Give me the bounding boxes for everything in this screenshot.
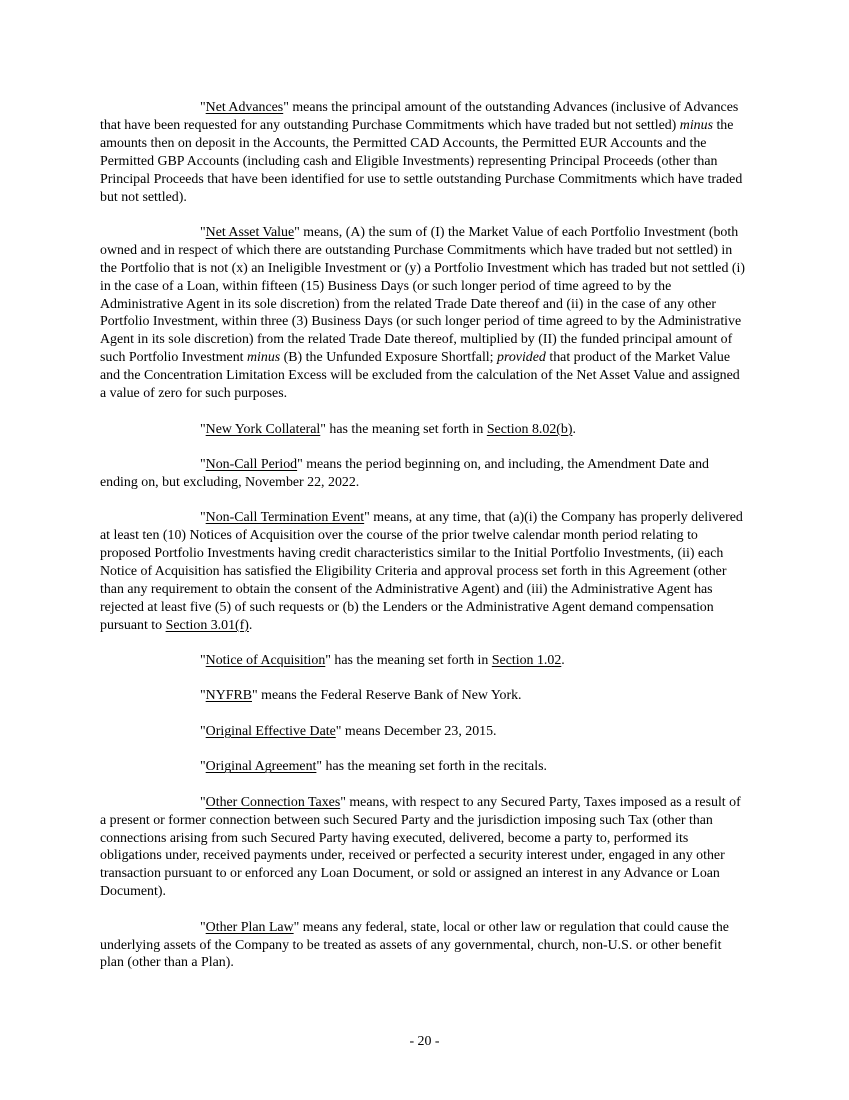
text-segment: " xyxy=(200,759,206,775)
text-segment: " has the meaning set forth in the recitals. xyxy=(316,759,547,775)
text-segment: " means the period beginning on, and including, the Amendment Date and ending on, but excluding, November 22, 2022. xyxy=(100,456,709,490)
text-segment: " xyxy=(200,510,206,526)
defined-term: Net Asset Value xyxy=(205,224,295,240)
defined-term: Original Effective Date xyxy=(205,723,336,739)
section-reference: Section 1.02 xyxy=(491,653,562,669)
text-segment: " xyxy=(200,456,206,472)
text-segment: " means the principal amount of the outstanding Advances (inclusive of Advances that have been requested for any outstanding Purchase Commitments which have traded but not settled) xyxy=(100,100,739,133)
defined-term: Non-Call Termination Event xyxy=(205,510,365,526)
definition-paragraph xyxy=(100,723,747,741)
text-segment: " xyxy=(200,919,206,935)
text-segment: " means, at any time, that (a)(i) the Company has properly delivered at least ten (10) Notices of Acquisition over the course of the prior twelve calendar month period relating to proposed Portfolio Investments having credit characteristics similar to the Initial Portfolio Investments, (ii) each Notice of Acquisition has satisfied the Eligibility Criteria and approval process set forth in this Agreement (other than any requirement to obtain the consent of the Administrative Agent) and (iii) the Administrative Agent has rejected at least five (5) of such requests or (b) the Lenders or the Administrative Agent demand compensation pursuant to xyxy=(100,510,743,633)
text-segment: " means the Federal Reserve Bank of New York. xyxy=(252,688,522,704)
defined-term: Other Connection Taxes xyxy=(205,794,341,810)
defined-term: Original Agreement xyxy=(205,759,317,775)
defined-term: Net Advances xyxy=(205,100,284,115)
defined-term: Notice of Acquisition xyxy=(205,653,326,669)
emphasis-text: minus xyxy=(679,117,713,133)
text-segment: " means any federal, state, local or other law or regulation that could cause the underlying assets of the Company to be treated as assets of any governmental, church, non-U.S. or other benefit plan (other than a Plan). xyxy=(100,919,729,971)
text-segment: " xyxy=(200,794,206,810)
text-segment: . xyxy=(248,617,253,633)
text-segment: that product of the Market Value and the Concentration Limitation Excess will be excluded from the calculation of the Net Asset Value and assigned a value of zero for such purposes. xyxy=(100,350,740,402)
text-segment: . xyxy=(572,421,576,437)
definition-paragraph xyxy=(100,758,747,776)
section-reference: Section 8.02(b) xyxy=(486,421,573,437)
definition-paragraph xyxy=(100,99,747,206)
text-segment: the amounts then on deposit in the Accounts, the Permitted CAD Accounts, the Permitted EUR Accounts and the Permitted GBP Accounts (including cash and Eligible Investments) representing Principal Proceeds (other than Principal Proceeds that have been identified for use to settle outstanding Purchase Commitments which have traded but not settled). xyxy=(100,117,743,205)
emphasis-text: provided xyxy=(497,350,546,366)
definition-paragraph xyxy=(100,652,747,670)
text-segment: " means December 23, 2015. xyxy=(335,723,497,739)
text-segment: " xyxy=(200,421,206,437)
text-segment: " xyxy=(200,688,206,704)
text-segment: " xyxy=(200,723,206,739)
text-segment: (B) the Unfunded Exposure Shortfall; xyxy=(280,350,497,366)
definition-paragraph xyxy=(100,687,747,705)
definition-paragraph xyxy=(100,794,747,901)
defined-term: NYFRB xyxy=(205,688,252,704)
text-segment: " means, with respect to any Secured Party, Taxes imposed as a result of a present or former connection between such Secured Party and the jurisdiction imposing such Tax (other than connections arising from such Secured Party having executed, delivered, become a party to, performed its obligations under, received payments under, received or perfected a security interest under, engaged in any other transaction pursuant to or enforced any Loan Document, or sold or assigned an interest in any Advance or Loan Document). xyxy=(100,794,741,900)
text-segment: " xyxy=(200,224,206,240)
text-segment: " has the meaning set forth in xyxy=(320,421,487,437)
section-reference: Section 3.01(f) xyxy=(165,617,249,633)
text-segment: " xyxy=(200,653,206,669)
page-number: - 20 - xyxy=(409,1034,440,1049)
defined-term: Non-Call Period xyxy=(205,456,298,472)
emphasis-text: minus xyxy=(247,350,281,366)
document-page xyxy=(100,99,747,990)
defined-term: New York Collateral xyxy=(205,421,321,437)
text-segment: " means, (A) the sum of (I) the Market Value of each Portfolio Investment (both owned and in respect of which there are outstanding Purchase Commitments which have traded but not settled) in the Portfolio that is not (x) an Ineligible Investment or (y) a Portfolio Investment which has traded but not settled (i) in the case of a Loan, within fifteen (15) Business Days (or such longer period of time agreed to by the Administrative Agent in its sole discretion) from the related Trade Date thereof and (ii) in the case of any other Portfolio Investment, within three (3) Business Days (or such longer period of time agreed to by the Administrative Agent in its sole discretion) from the related Trade Date thereof, multiplied by (II) the funded principal amount of such Portfolio Investment xyxy=(100,224,745,366)
definition-paragraph xyxy=(100,509,747,634)
definition-paragraph xyxy=(100,919,747,973)
text-segment: " xyxy=(200,100,206,115)
definition-paragraph xyxy=(100,456,747,492)
text-segment: . xyxy=(561,653,565,669)
definition-paragraph xyxy=(100,224,747,403)
text-segment: " has the meaning set forth in xyxy=(325,653,492,669)
definition-paragraph xyxy=(100,421,747,439)
definitions-list xyxy=(100,99,747,972)
defined-term: Other Plan Law xyxy=(205,919,294,935)
